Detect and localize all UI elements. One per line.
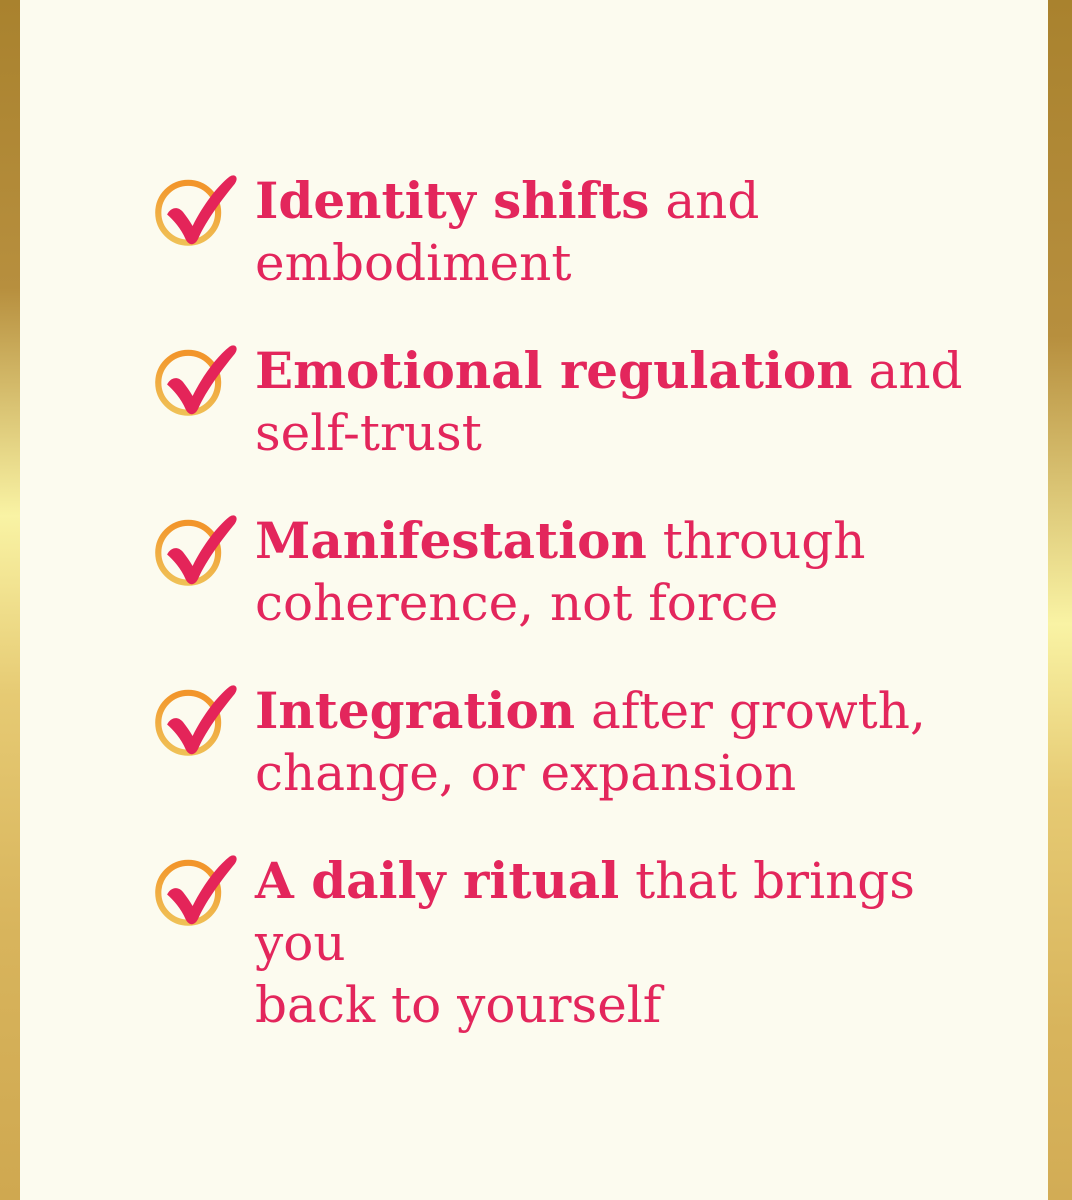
list-item <box>153 340 1013 464</box>
check-circle-icon <box>153 852 241 930</box>
list-item-text <box>255 170 759 294</box>
list-item <box>153 170 1013 294</box>
item-lead: A daily ritual <box>255 851 620 910</box>
list-item-text <box>255 850 1013 1036</box>
list-item <box>153 510 1013 634</box>
item-rest: and <box>649 172 760 230</box>
item-line2: self-trust <box>255 404 482 462</box>
gold-border-right <box>1048 0 1072 1200</box>
list-item-text <box>255 680 926 804</box>
item-line2: back to yourself <box>255 976 662 1034</box>
list-item <box>153 850 1013 1036</box>
item-rest: that brings you <box>255 852 915 972</box>
list-item-text <box>255 340 963 464</box>
check-circle-icon <box>153 172 241 250</box>
item-line2: coherence, not force <box>255 574 779 632</box>
list-item <box>153 680 1013 804</box>
item-lead: Emotional regulation <box>255 341 853 400</box>
check-circle-icon <box>153 342 241 420</box>
item-rest: and <box>852 342 963 400</box>
gold-border-left <box>0 0 20 1200</box>
item-line2: change, or expansion <box>255 744 797 802</box>
list-item-text <box>255 510 865 634</box>
item-rest: through <box>646 512 866 570</box>
check-circle-icon <box>153 682 241 760</box>
item-rest: after growth, <box>575 682 926 740</box>
check-circle-icon <box>153 512 241 590</box>
item-lead: Identity shifts <box>255 171 650 230</box>
item-lead: Integration <box>255 681 576 740</box>
item-lead: Manifestation <box>255 511 647 570</box>
checklist <box>153 170 1013 1082</box>
item-line2: embodiment <box>255 234 572 292</box>
